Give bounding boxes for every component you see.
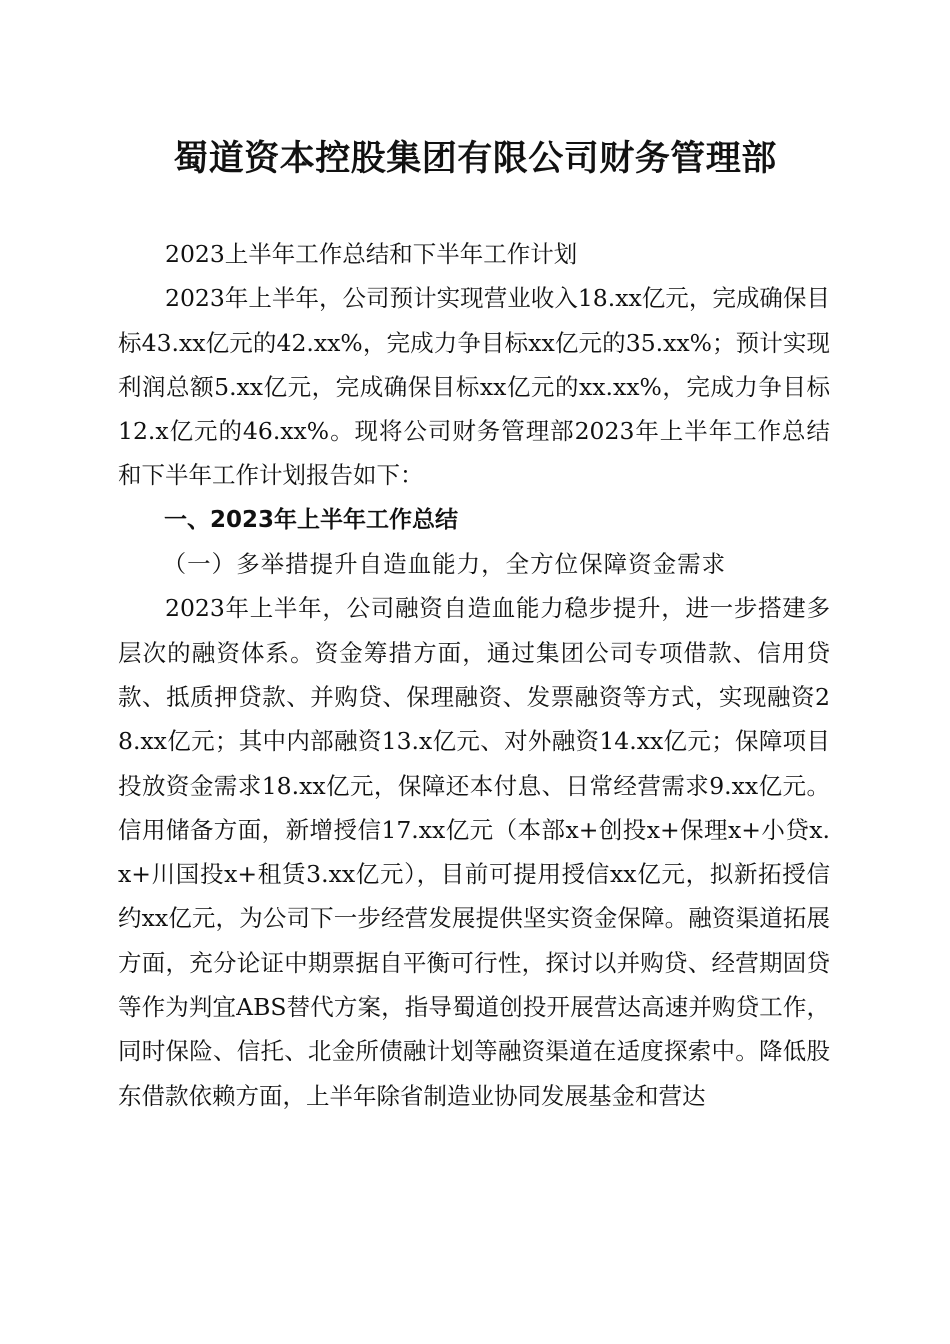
document-title: 蜀道资本控股集团有限公司财务管理部 <box>173 138 777 179</box>
subsection-paragraph-1: 2023年上半年，公司融资自造血能力稳步提升，进一步搭建多层次的融资体系。资金筹措方面，通过集团公司专项借款、信用贷款、抵质押贷款、并购贷、保理融资、发票融资等方式，实现融资28.xx亿元；其中内部融资13.x亿元、对外融资14.xx亿元；保障项目投放资金需求18.xx亿元，保障还本付息、日常经营需求9.xx亿元。信用储备方面，新增授信17.xx亿元（本部x+创投x+保理x+小贷x.x+川国投x+租赁3.xx亿元），目前可提用授信xx亿元，拟新拓授信约xx亿元，为公司下一步经营发展提供坚实资金保障。融资渠道拓展方面，充分论证中期票据自平衡可行性，探讨以并购贷、经营期固贷等作为判宜ABS替代方案，指导蜀道创投开展营达高速并购贷工作，同时保险、信托、北金所债融计划等融资渠道在适度探索中。降低股东借款依赖方面，上半年除省制造业协同发展基金和营达 <box>118 594 830 1110</box>
intro-paragraph: 2023年上半年，公司预计实现营业收入18.xx亿元，完成确保目标43.xx亿元的42.xx%，完成力争目标xx亿元的35.xx%；预计实现利润总额5.xx亿元，完成确保目标xx亿元的xx.xx%，完成力争目标12.x亿元的46.xx%。现将公司财务管理部2023年上半年工作总结和下半年工作计划报告如下： <box>118 284 830 490</box>
section-heading-1: 一、2023年上半年工作总结 <box>164 506 459 533</box>
document-subtitle: 2023上半年工作总结和下半年工作计划 <box>165 240 578 268</box>
document-body <box>118 232 830 1118</box>
subsection-heading-1: （一）多举措提升自造血能力，全方位保障资金需求 <box>162 550 727 579</box>
